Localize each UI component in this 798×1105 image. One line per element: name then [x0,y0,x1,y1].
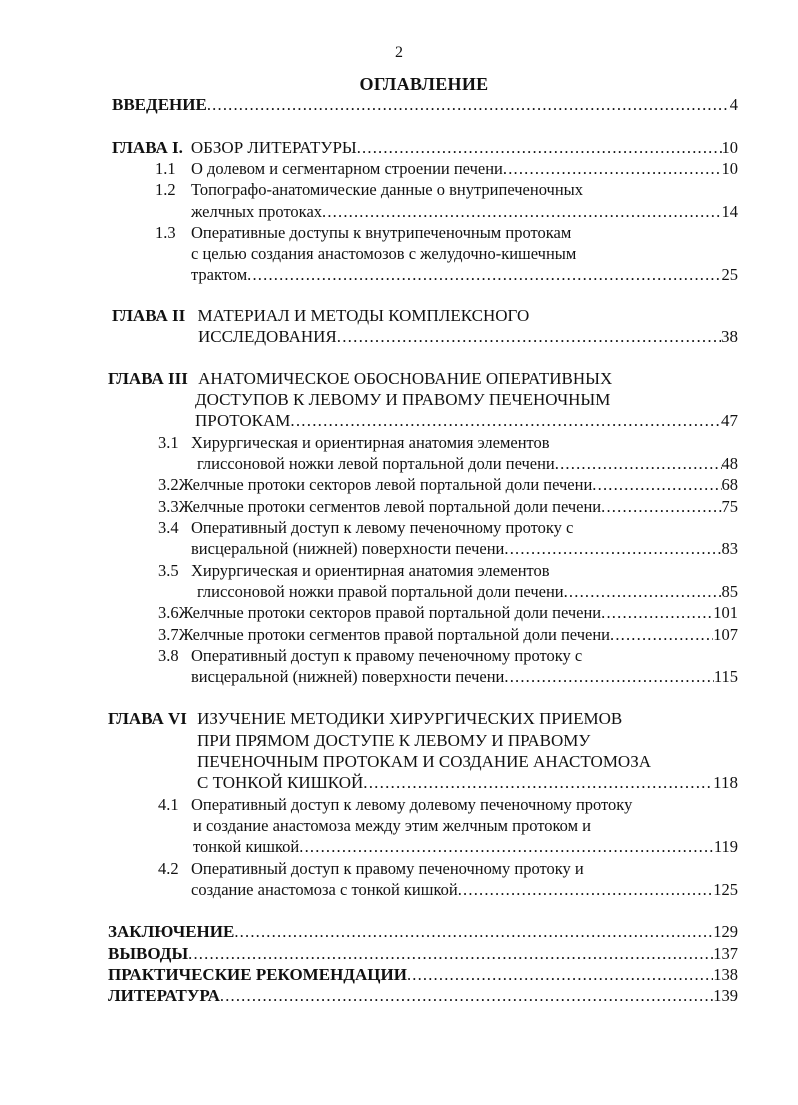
chapter-title: АНАТОМИЧЕСКОЕ ОБОСНОВАНИЕ ОПЕРАТИВНЫХ [198,369,613,388]
toc-entry-intro[interactable] [112,94,738,116]
leader-dots [503,158,722,180]
toc-entry-section-1-2[interactable] [155,179,583,201]
leader-dots [234,921,713,943]
section-number: 3.4 [158,518,179,537]
section-title: Оперативный доступ к правому печеночному протоку с [191,646,583,665]
section-number: 3.2 [158,475,179,494]
toc-entry-chapter-3-cont[interactable] [195,410,738,432]
section-title: Хирургическая и ориентирная анатомия элементов [191,561,550,580]
section-title-continued: желчных протоках [191,202,323,221]
chapter-4-title-line3: ПЕЧЕНОЧНЫМ ПРОТОКАМ И СОЗДАНИЕ АНАСТОМОЗА [197,752,652,771]
chapter-label: ГЛАВА III [108,369,188,388]
leader-dots [458,879,714,901]
leader-dots [290,410,721,432]
toc-page-number: 101 [713,603,738,622]
section-title: Оперативные доступы к внутрипеченочным протокам [191,223,572,242]
toc-entry-section-3-5[interactable] [158,560,550,582]
section-title-continued: создание анастомоза с тонкой кишкой [191,880,458,899]
section-number: 1.3 [155,223,176,242]
toc-entry-section-4-1-cont[interactable] [193,836,738,858]
toc-entry-section-1-1[interactable] [155,158,738,180]
leader-dots [363,772,713,794]
chapter-4-title-line2: ПРИ ПРЯМОМ ДОСТУПЕ К ЛЕВОМУ И ПРАВОМУ [197,731,591,750]
leader-dots [220,985,713,1007]
leader-dots [357,137,722,159]
toc-entry-section-1-3-cont[interactable] [191,264,738,286]
chapter-title-continued: С ТОНКОЙ КИШКОЙ [197,773,364,792]
toc-entry-section-4-1[interactable] [158,794,632,816]
toc-page-number: 4 [729,95,738,114]
section-title: Топографо-анатомические данные о внутрипеченочных [191,180,583,199]
leader-dots [188,943,713,965]
toc-page-number: 38 [721,327,738,346]
toc-page-number: 85 [721,582,738,601]
chapter-title: ОБЗОР ЛИТЕРАТУРЫ [190,138,357,157]
leader-dots [555,453,722,475]
section-number: 3.3 [158,497,179,516]
toc-page-number: 115 [713,667,738,686]
toc-page-number: 83 [721,539,738,558]
leader-dots [504,666,713,688]
toc-page-number: 75 [721,497,738,516]
section-title-continued: глиссоновой ножки левой портальной доли печени [197,454,555,473]
leader-dots [322,201,721,223]
section-4-1-line2: и создание анастомоза между этим желчным протоком и [193,816,591,835]
toc-entry-label: ЛИТЕРАТУРА [108,986,220,1005]
section-number: 3.5 [158,561,179,580]
section-title: Оперативный доступ к левому долевому печеночному протоку [191,795,633,814]
toc-page-number: 10 [721,159,738,178]
toc-page-number: 107 [713,625,738,644]
chapter-title: МАТЕРИАЛ И МЕТОДЫ КОМПЛЕКСНОГО [197,306,530,325]
toc-entry-chapter-2[interactable] [112,305,529,327]
toc-entry-label: ЗАКЛЮЧЕНИЕ [108,922,235,941]
section-title: Желчные протоки сегментов левой портальной доли печени [178,497,602,516]
leader-dots [407,964,713,986]
toc-page-number: 125 [713,880,738,899]
toc-entry-section-3-4[interactable] [158,517,573,539]
section-number: 1.1 [155,159,176,178]
page-number: 2 [395,44,403,61]
section-number: 4.2 [158,859,179,878]
chapter-label: ГЛАВА II [112,306,186,325]
toc-title: ОГЛАВЛЕНИЕ [359,74,489,94]
section-title-continued: тонкой кишкой [193,837,300,856]
section-number: 3.6 [158,603,179,622]
toc-entry-label: ВВЕДЕНИЕ [112,95,207,114]
toc-page-number: 14 [721,202,738,221]
toc-entry-chapter-2-cont[interactable] [198,326,738,348]
section-title: Желчные протоки сегментов правой портальной доли печени [178,625,610,644]
chapter-label: ГЛАВА I. [112,138,183,157]
leader-dots [504,538,721,560]
toc-entry-section-3-3[interactable] [158,496,738,518]
toc-entry-chapter-1[interactable] [112,137,738,159]
chapter-label: ГЛАВА VI [108,709,187,728]
toc-entry-section-3-4-cont[interactable] [191,538,738,560]
toc-page-number: 118 [713,773,738,792]
toc-page-number: 48 [721,454,738,473]
section-number: 1.2 [155,180,176,199]
toc-page-number: 10 [721,138,738,157]
leader-dots [299,836,714,858]
toc-entry-section-1-2-cont[interactable] [191,201,738,223]
chapter-3-title-line2: ДОСТУПОВ К ЛЕВОМУ И ПРАВОМУ ПЕЧЕНОЧНЫМ [195,390,611,409]
toc-page-number: 139 [713,986,738,1005]
section-title: Желчные протоки секторов правой портальной доли печени [178,603,602,622]
leader-dots [601,602,713,624]
section-title-continued: трактом [191,265,248,284]
toc-entry-label: ПРАКТИЧЕСКИЕ РЕКОМЕНДАЦИИ [108,965,407,984]
section-number: 3.7 [158,625,179,644]
leader-dots [564,581,722,603]
leader-dots [337,326,721,348]
toc-entry-recommendations[interactable] [108,964,738,986]
section-title-continued: висцеральной (нижней) поверхности печени [191,667,505,686]
chapter-title: ИЗУЧЕНИЕ МЕТОДИКИ ХИРУРГИЧЕСКИХ ПРИЕМОВ [197,709,623,728]
toc-entry-section-4-2[interactable] [158,858,584,880]
toc-page-number: 137 [713,944,738,963]
toc-entry-section-3-1[interactable] [158,432,550,454]
toc-page-number: 138 [713,965,738,984]
leader-dots [601,496,721,518]
toc-entry-conclusion[interactable] [108,921,738,943]
section-title: Оперативный доступ к левому печеночному протоку с [191,518,574,537]
toc-entry-literature[interactable] [108,985,738,1007]
toc-entry-section-3-7[interactable] [158,624,738,646]
chapter-title-continued: ИССЛЕДОВАНИЯ [198,327,337,346]
toc-entry-section-1-3[interactable] [155,222,571,244]
section-number: 4.1 [158,795,179,814]
toc-entry-section-3-8-cont[interactable] [191,666,738,688]
chapter-title-continued: ПРОТОКАМ [195,411,291,430]
toc-page-number: 47 [721,411,738,430]
leader-dots [610,624,713,646]
toc-entry-section-3-6[interactable] [158,602,738,624]
toc-entry-label: ВЫВОДЫ [108,944,189,963]
leader-dots [207,94,730,116]
toc-page-number: 68 [721,475,738,494]
section-title-continued: глиссоновой ножки правой портальной доли печени [197,582,564,601]
toc-entry-chapter-4-cont[interactable] [197,772,738,794]
leader-dots [247,264,721,286]
section-title: О долевом и сегментарном строении печени [191,159,503,178]
section-number: 3.8 [158,646,179,665]
toc-entry-section-4-2-cont[interactable] [191,879,738,901]
toc-entry-section-1-3-line2: с целью создания анастомозов с желудочно-кишечным [191,244,577,263]
toc-entry-section-3-8[interactable] [158,645,582,667]
toc-entry-section-3-5-cont[interactable] [197,581,738,603]
toc-entry-findings[interactable] [108,943,738,965]
toc-entry-section-3-2[interactable] [158,474,738,496]
toc-page-number: 119 [713,837,738,856]
section-title: Хирургическая и ориентирная анатомия элементов [191,433,550,452]
toc-entry-chapter-3[interactable] [108,368,612,390]
toc-entry-section-3-1-cont[interactable] [197,453,738,475]
section-number: 3.1 [158,433,179,452]
section-title: Желчные протоки секторов левой портальной доли печени [178,475,593,494]
section-title: Оперативный доступ к правому печеночному протоку и [191,859,584,878]
leader-dots [592,474,721,496]
toc-page-number: 129 [713,922,738,941]
section-title-continued: висцеральной (нижней) поверхности печени [191,539,505,558]
toc-page-number: 25 [721,265,738,284]
toc-entry-chapter-4[interactable] [108,708,622,730]
